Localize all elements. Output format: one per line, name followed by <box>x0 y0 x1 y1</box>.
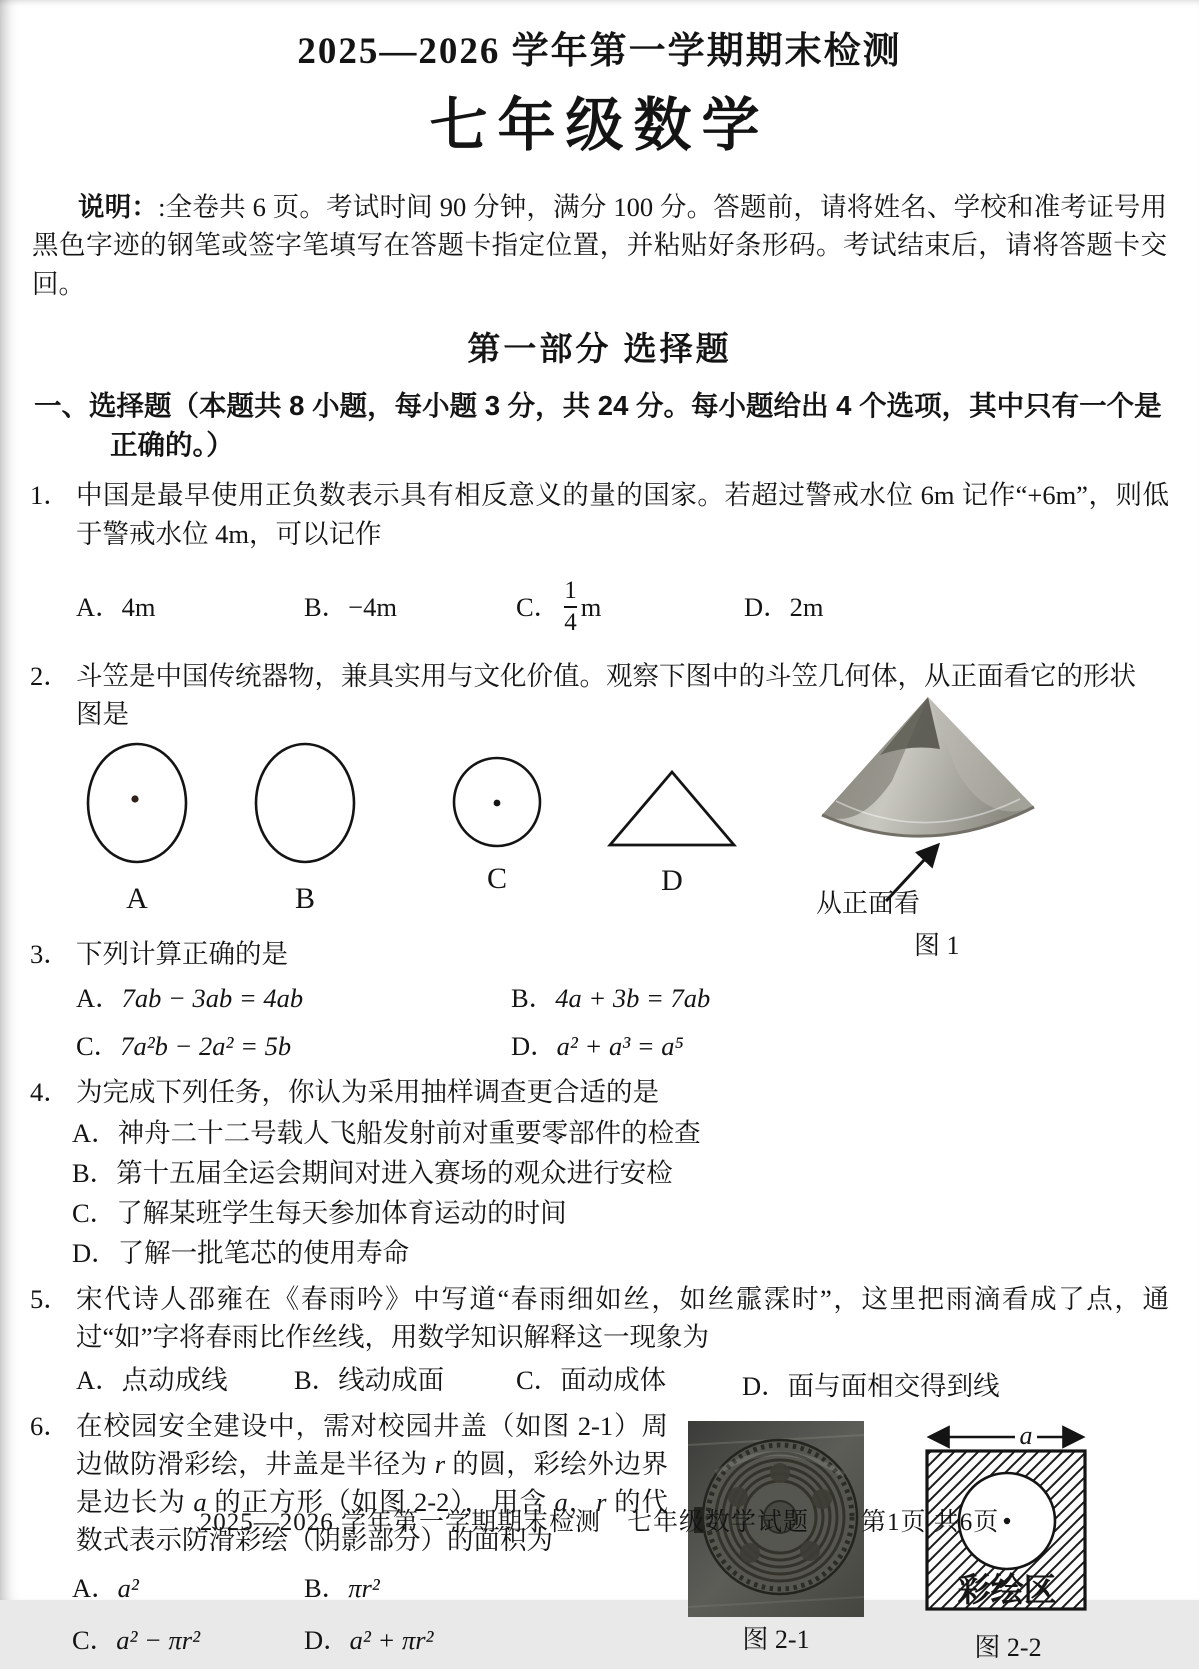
option-b-figure <box>252 741 358 920</box>
option-b <box>294 1361 516 1399</box>
option-c-label: C． <box>516 1364 561 1395</box>
question-2-stem: 斗笠是中国传统器物，兼具实用与文化价值。观察下图中的斗笠几何体，从正面看它的形状图是 <box>76 660 1136 729</box>
exam-notice <box>32 188 1167 303</box>
option-c <box>516 578 744 635</box>
option-a <box>72 1569 304 1607</box>
question-1-options <box>76 565 1169 649</box>
option-b <box>304 1569 542 1607</box>
option-a <box>76 1361 294 1399</box>
option-b-formula: πr² <box>348 1573 380 1604</box>
option-c-text: 了解某班学生每天参加体育运动的时间 <box>116 1197 567 1228</box>
option-a-label: A． <box>76 591 122 622</box>
option-a-label: A． <box>76 1364 122 1395</box>
option-a-label: A． <box>76 983 122 1014</box>
question-3-number: 3． <box>30 938 70 969</box>
option-a-text: 神舟二十二号载人飞船发射前对重要零部件的检查 <box>117 1117 701 1148</box>
option-b <box>511 979 1169 1017</box>
option-d-value: 2m <box>789 591 824 622</box>
question-1-stem: 中国是最早使用正负数表示具有相反意义的量的国家。若超过警戒水位 6m 记作“+6m”，则低于警戒水位 4m，可以记作 <box>76 480 1169 549</box>
part1-heading: 第一部分 选择题 <box>467 330 732 368</box>
question-6-number: 6． <box>30 1410 70 1441</box>
option-b-text: 线动成面 <box>338 1364 445 1395</box>
option-c <box>72 1621 304 1659</box>
figure-2-2-caption: 图 2-2 <box>974 1632 1042 1662</box>
question-5 <box>30 1280 1169 1401</box>
question-3 <box>30 935 1169 1065</box>
question-1-number: 1． <box>30 480 70 511</box>
figure-label-d: D <box>661 863 683 897</box>
question-6-stem: 在校园安全建设中，需对校园井盖（如图 2-1）周边做防滑彩绘，井盖是半径为 r 的圆，彩绘外边界是边长为 a 的正方形（如图 2-2），用含 a，r 的代数式表示防滑彩绘（阴影部分）的面积为 <box>76 1410 669 1556</box>
figure-2-2 <box>923 1420 1093 1666</box>
option-b-label: B． <box>304 591 349 622</box>
figure-2-1-caption: 图 2-1 <box>742 1624 810 1654</box>
option-c <box>516 1361 742 1399</box>
question-3-stem: 下列计算正确的是 <box>76 938 288 969</box>
option-a-figure <box>84 741 190 920</box>
option-b-value: −4m <box>348 591 397 622</box>
question-6-options <box>72 1569 542 1659</box>
painted-area-label: 彩绘区 <box>957 1570 1057 1608</box>
option-a-label: A． <box>72 1117 118 1148</box>
option-a-label: A． <box>72 1573 118 1604</box>
question-4-options <box>72 1114 1169 1273</box>
question-1 <box>30 476 1169 648</box>
option-c <box>72 1194 1169 1232</box>
option-c <box>76 1027 511 1065</box>
option-d-formula: a² + πr² <box>349 1625 434 1656</box>
option-c-formula: a² − πr² <box>116 1625 201 1656</box>
option-b-formula: 4a + 3b = 7ab <box>555 983 711 1014</box>
option-a <box>76 979 511 1017</box>
option-b-label: B． <box>72 1157 117 1188</box>
question-2-number: 2． <box>30 660 70 691</box>
ellipse-with-dot-figure <box>84 741 190 869</box>
option-a-text: 点动成线 <box>121 1364 228 1395</box>
question-4-stem: 为完成下列任务，你认为采用抽样调查更合适的是 <box>76 1077 659 1108</box>
exam-session-title: 2025—2026 学年第一学期期末检测 <box>297 31 902 72</box>
page-footer: 2025—2026 学年第一学期期末检测 七年级数学试题 第1页 共6页 <box>199 1509 1000 1536</box>
notice-label: 说明： <box>78 192 159 222</box>
fraction-numerator: 1 <box>564 577 577 605</box>
option-d-label: D． <box>304 1625 350 1656</box>
section-directions: 一、选择题（本题共 8 小题，每小题 3 分，共 24 分。每小题给出 4 个选项，其中只有一个是正确的。） <box>34 390 1162 461</box>
option-d <box>742 1367 1000 1405</box>
notice-text: :全卷共 6 页。考试时间 90 分钟，满分 100 分。答题前，请将姓名、学校和准考证号用黑色字迹的钢笔或签字笔填写在答题卡指定位置，并粘贴好条形码。考试结束后，请将答题卡交回。 <box>32 192 1167 299</box>
option-b <box>72 1154 1169 1192</box>
option-d <box>511 1027 1169 1065</box>
option-c-label: C． <box>72 1625 117 1656</box>
option-c-text: 面动成体 <box>560 1364 667 1395</box>
option-d-figure <box>604 767 740 902</box>
option-b-label: B． <box>304 1573 349 1604</box>
triangle-figure <box>604 767 740 851</box>
figure-label-a: A <box>126 881 148 915</box>
figure-label-b: B <box>294 881 315 915</box>
option-a-value: 4m <box>121 591 156 622</box>
option-d <box>72 1234 1169 1272</box>
option-d-label: D． <box>742 1370 788 1401</box>
option-c-figure <box>450 755 544 900</box>
option-b-label: B． <box>511 983 556 1014</box>
ellipse-figure <box>252 741 358 869</box>
option-c-label: C． <box>76 1031 121 1062</box>
question-5-options <box>76 1361 1169 1399</box>
circle-with-dot-figure <box>450 755 544 849</box>
figure-2-1 <box>688 1421 864 1658</box>
option-c-unit: m <box>580 591 602 622</box>
option-a <box>76 588 304 626</box>
option-b-label: B． <box>294 1364 339 1395</box>
option-d-text: 面与面相交得到线 <box>787 1370 1000 1401</box>
option-b-text: 第十五届全运会期间对进入赛场的观众进行安检 <box>116 1157 673 1188</box>
fraction-bar <box>564 606 577 608</box>
option-d-label: D． <box>72 1238 118 1269</box>
figure-1 <box>806 689 1056 960</box>
option-d-text: 了解一批笔芯的使用寿命 <box>117 1238 410 1269</box>
option-a-formula: 7ab − 3ab = 4ab <box>121 983 304 1014</box>
question-4 <box>30 1073 1169 1272</box>
option-d-formula: a² + a³ = a⁵ <box>556 1031 684 1062</box>
figure-label-c: C <box>486 861 507 895</box>
option-c-label: C． <box>72 1197 117 1228</box>
figure-1-caption: 图 1 <box>914 930 960 960</box>
question-5-number: 5． <box>30 1284 70 1315</box>
exam-subject-title: 七年级数学 <box>429 93 770 158</box>
cone-pointer-label: 从正面看 <box>816 888 921 918</box>
side-length-label: a <box>1019 1420 1033 1450</box>
question-3-options <box>76 979 1169 1065</box>
question-5-stem: 宋代诗人邵雍在《春雨吟》中写道“春雨细如丝，如丝霢霂时”，这里把雨滴看成了点，通过“如”字将春雨比作丝线，用数学知识解释这一现象为 <box>76 1284 1169 1353</box>
option-c-label: C． <box>516 591 561 622</box>
question-4-number: 4． <box>30 1077 70 1108</box>
option-d-label: D． <box>511 1031 557 1062</box>
option-d <box>744 588 824 626</box>
option-d <box>304 1621 542 1659</box>
fraction-denominator: 4 <box>564 608 577 636</box>
option-b <box>304 588 516 626</box>
fraction <box>564 578 577 635</box>
option-a-formula: a² <box>117 1573 139 1604</box>
option-a <box>72 1114 1169 1152</box>
option-d-label: D． <box>744 591 790 622</box>
option-c-formula: 7a²b − 2a² = 5b <box>120 1031 292 1062</box>
